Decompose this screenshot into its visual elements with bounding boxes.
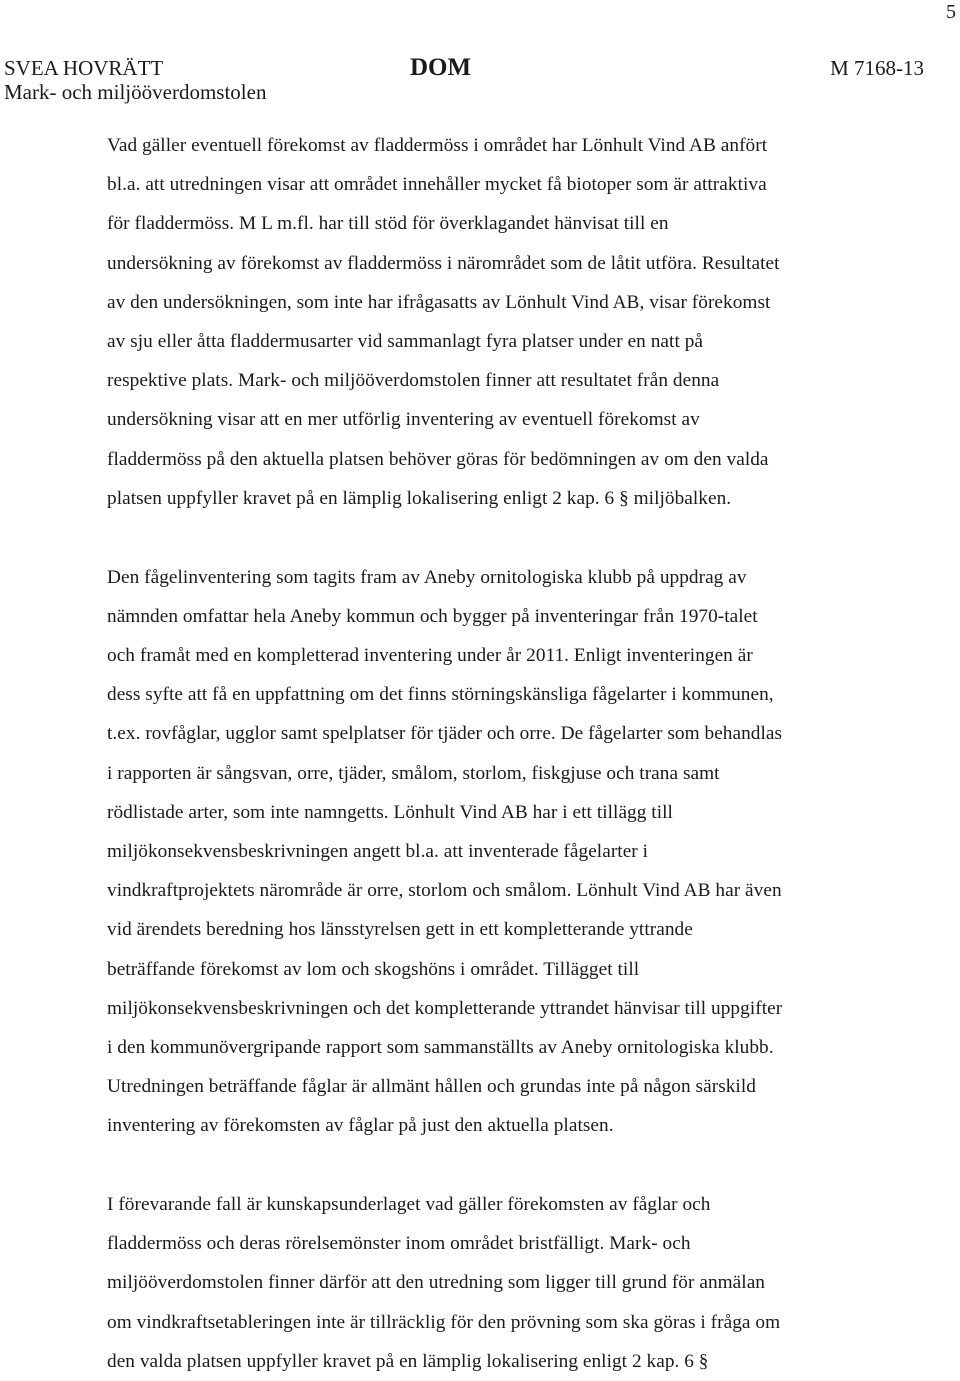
text-line: vid ärendets beredning hos länsstyrelsen gett in ett kompletterande yttrande [107,919,693,941]
text-line: Den fågelinventering som tagits fram av Aneby ornitologiska klubb på uppdrag av [107,566,747,588]
text-line: undersökning visar att en mer utförlig inventering av eventuell förekomst av [107,409,700,431]
text-line: undersökning av förekomst av fladdermöss i närområdet som de låtit utföra. Resultatet [107,252,780,274]
paragraph-bird-inventory [107,558,897,1146]
court-division: Mark- och miljööverdomstolen [4,80,267,104]
document-body [107,126,897,1381]
text-line: fladdermöss på den aktuella platsen behöver göras för bedömningen av om den valda [107,448,769,470]
text-line: fladdermöss och deras rörelsemönster inom området bristfälligt. Mark- och [107,1233,691,1255]
text-line: respektive plats. Mark- och miljööverdomstolen finner att resultatet från denna [107,370,720,392]
text-line: för fladdermöss. M L m.fl. har till stöd för överklagandet hänvisat till en [107,213,669,235]
document-type: DOM [410,54,472,81]
text-line: dess syfte att få en uppfattning om det finns störningskänsliga fågelarter i kommunen, [107,684,774,706]
text-line: inventering av förekomsten av fåglar på just den aktuella platsen. [107,1115,614,1137]
text-line: t.ex. rovfåglar, ugglor samt spelplatser för tjäder och orre. De fågelarter som behandlas [107,723,783,745]
text-line: miljööverdomstolen finner därför att den utredning som ligger till grund för anmälan [107,1272,765,1294]
paragraph-bats [107,126,897,518]
text-line: Vad gäller eventuell förekomst av fladdermöss i området har Lönhult Vind AB anfört [107,135,768,156]
text-line: bl.a. att utredningen visar att området innehåller mycket få biotoper som är attraktiva [107,174,767,196]
court-name: SVEA HOVRÄTT [4,56,164,80]
text-line: och framåt med en kompletterad inventering under år 2011. Enligt inventeringen är [107,644,753,666]
text-line: beträffande förekomst av lom och skogshöns i området. Tillägget till [107,958,640,980]
page-number: 5 [946,1,956,23]
text-line: miljökonsekvensbeskrivningen angett bl.a. att inventerade fågelarter i [107,840,649,862]
text-line: i rapporten är sångsvan, orre, tjäder, smålom, storlom, fiskgjuse och trana samt [107,762,720,784]
text-line: av den undersökningen, som inte har ifrågasatts av Lönhult Vind AB, visar förekomst [107,291,771,313]
text-line: miljökonsekvensbeskrivningen och det kompletterande yttrandet hänvisar till uppgifter [107,997,783,1019]
text-line: den valda platsen uppfyller kravet på en lämplig lokalisering enligt 2 kap. 6 § [107,1350,709,1372]
text-line: nämnden omfattar hela Aneby kommun och bygger på inventeringar från 1970-talet [107,605,758,627]
text-line: Utredningen beträffande fåglar är allmänt hållen och grundas inte på någon särskild [107,1076,756,1098]
text-line: av sju eller åtta fladdermusarter vid sammanlagt fyra platser under en natt på [107,331,704,353]
text-line: rödlistade arter, som inte namngetts. Lönhult Vind AB har i ett tillägg till [107,801,673,823]
text-line: I förevarande fall är kunskapsunderlaget vad gäller förekomsten av fåglar och [107,1194,711,1216]
paragraph-conclusion [107,1185,897,1381]
case-number: M 7168-13 [830,56,924,80]
text-line: vindkraftprojektets närområde är orre, storlom och smålom. Lönhult Vind AB har även [107,880,782,902]
text-line: platsen uppfyller kravet på en lämplig lokalisering enligt 2 kap. 6 § miljöbalken. [107,487,732,509]
text-line: om vindkraftsetableringen inte är tillräcklig för den prövning som ska göras i fråga om [107,1311,781,1333]
text-line: i den kommunövergripande rapport som sammanställts av Aneby ornitologiska klubb. [107,1036,774,1058]
document-header [4,56,924,106]
